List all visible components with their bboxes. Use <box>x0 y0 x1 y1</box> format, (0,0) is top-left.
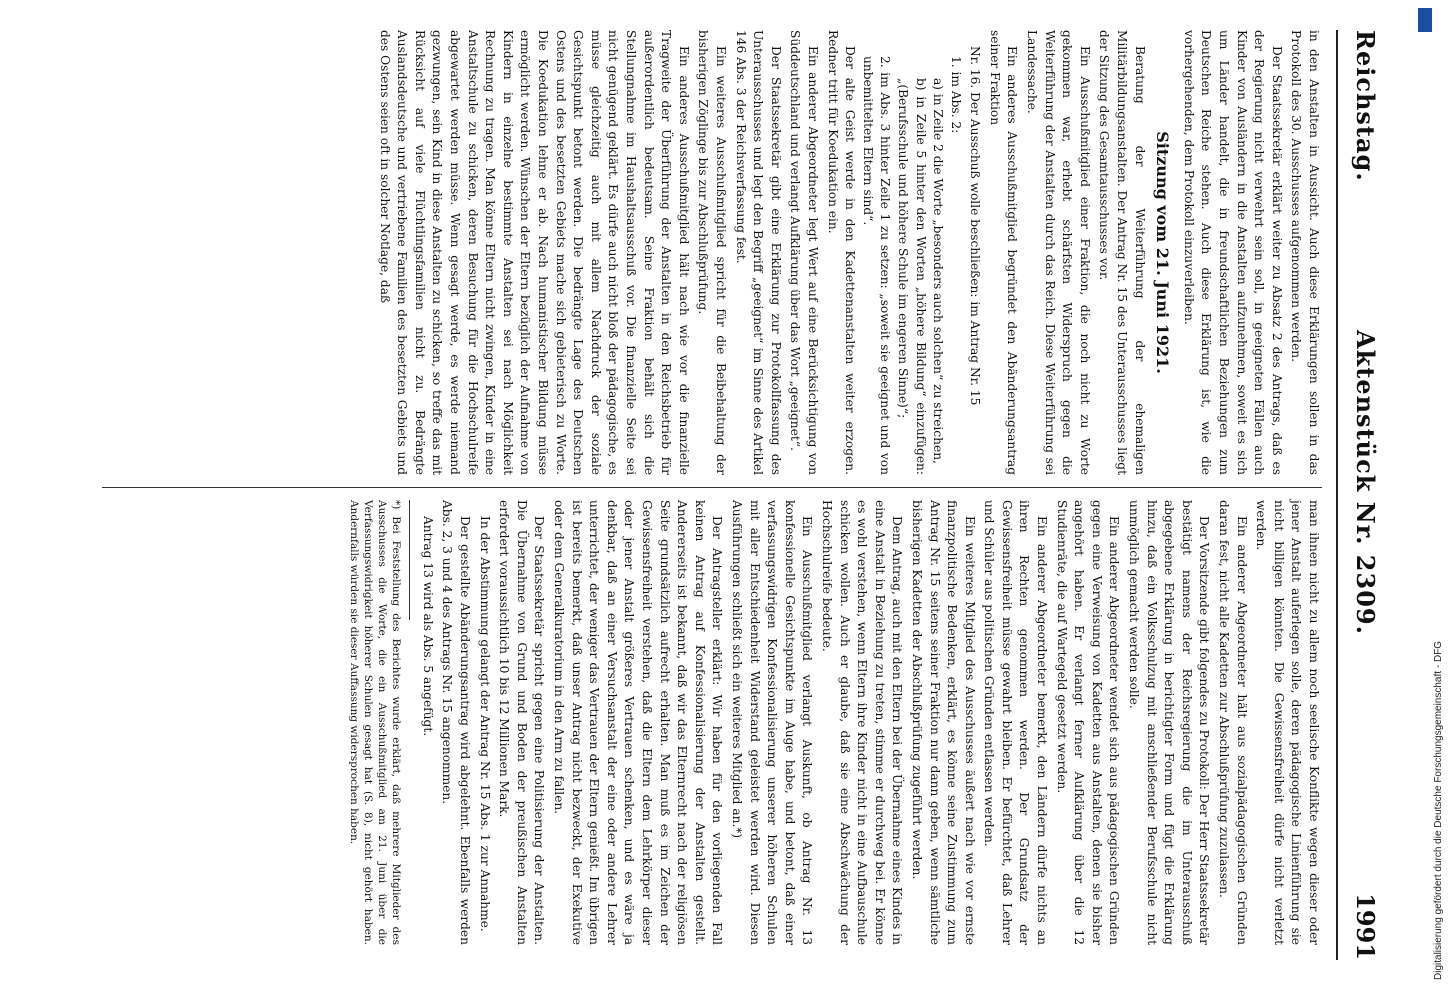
page-header <box>1340 30 1380 960</box>
paragraph: Antrag 13 wird als Abs. 5 angefügt. <box>420 516 435 737</box>
paragraph: Ein anderes Ausschußmitglied hält nach wie vor die finanzielle Tragweite der Überführung der Anstalten in den Reichsbetrieb für außerordentlich bedeutsam. Seine Fraktion behält sich die Stellungnahme im Haushaltsausschuß vor. Die finanzielle Seite sei nicht genügend geklärt. Es dürfe auch nicht bloß der pädagogische, es müsse gleichzeitig auch mit allem Nachdruck der soziale Gesichtspunkt betont werden. Die bedrängte Lage des Deutschen Ostens und des besetzten Gebiets mache sich gebieterisch zu Worte. Die Koedukation lehne er ab. Nach humanistischer Bildung müsse ermöglicht werden. Wünschen der Eltern bezüglich der Aufnahme von Kindern in einzelne bestimmte Anstalten sei nach Möglichkeit Rechnung zu tragen. Man könne Eltern nicht zwingen, Kinder in eine Anstaltschule zu schicken, deren Besuchung für die Hochschulreife abgewartet werden müsse. Wenn gesagt werde, es werde niemand gezwungen, sein Kind in diese Anstalten zu schicken, so treffe das mit Rücksicht auf viele Flüchtlingsfamilien nicht zu. Bedrängte Auslandsdeutsche und vertriebene Familien des besetzten Gebiets und des Ostens seien oft in solcher Notlage, daß <box>377 30 691 475</box>
paragraph: Dem Antrag, auch mit den Eltern bei der Übernahme eines Kindes in eine Anstalt in Beziehung zu treten, stimme er durchweg bei. Er könne es wohl verstehen, wenn Eltern ihre Kinder nicht in eine Aufbauschule schicken wollen. Auch er glaube, daß sie eine Abschwächung der Hochschulreife bedeute. <box>819 500 905 945</box>
header-rule <box>1336 30 1338 960</box>
paragraph: Ein anderer Abgeordneter legt Wert auf eine Berücksichtigung von Süddeutschland und verlangt Aufklärung über das Wort „geeignet“. <box>788 30 820 475</box>
paragraph: Der Staatssekretär spricht gegen eine Politisierung der Anstalten. Die Übernahme von Grund und Boden der preußischen Anstalten erfordert voraussichtlich 10 bis 12 Millionen Mark. <box>497 500 547 945</box>
header-left: Reichstag. <box>1351 30 1380 182</box>
paragraph: Der Vorsitzende gibt folgendes zu Protokoll: Der Herr Staatssekretär bestätigt namens der Reichsregierung die im Unterausschuß abgegebene Erklärung in berichtigter Form und fügt die Erklärung hinzu, daß ein Volksschulzug mit anschließender Berufsschule nicht unmöglich gemacht werden solle. <box>1127 500 1212 945</box>
side-note <box>1416 20 1444 980</box>
paragraph: Der alte Geist werde in den Kadettenanstalten weiter erzogen. Redner tritt für Koedukation ein. <box>825 30 858 475</box>
list-item: b) in Zeile 5 hinter den Worten „höhere Bildung“ einzufügen: „(Berufsschule und höhere Schule im engeren Sinne)“; <box>895 78 928 475</box>
paragraph: Ein anderes Ausschußmitglied begründet den Abänderungsantrag seiner Fraktion <box>987 30 1020 475</box>
paragraph: in den Anstalten in Aussicht. Auch diese Erklärungen sollen in das Protokoll des 30. Ausschusses aufgenommen werden. <box>1289 30 1321 475</box>
paragraph: Ein weiteres Mitglied des Ausschusses äußert nach wie vor ernste finanzpolitische Bedenken, erklärt, es könne seine Zustimmung zum Antrag Nr. 15 seitens seiner Fraktion nur dann geben, wenn sämtliche bisherigen Kadetten der Abschlußprüfung zugeführt werden. <box>909 500 977 945</box>
paragraph: Ein Ausschußmitglied verlangt Auskunft, ob Antrag Nr. 13 konfessionelle Gesichtspunkte im Auge habe, und betont, daß einer verfassungswidrigen Konfessionalisierung unserer höheren Schulen mit aller Entschiedenheit Widerstand geleistet werden wird. Diesen Ausführungen schließt sich ein weiteres Mitglied an.*) <box>730 500 815 945</box>
paragraph: Ein anderer Abgeordneter wendet sich aus pädagogischen Gründen gegen eine Verweisung von Kadetten aus Anstalten, denen sie bisher angehört haben. Er verlangt ferner Aufklärung über die 12 Studienräte, die auf Wartegeld gesetzt werden. <box>1054 500 1122 945</box>
footnote-rule <box>409 500 410 620</box>
left-column <box>373 30 1322 475</box>
paragraph: Ein anderer Abgeordneter bemerkt, den Ländern dürfe nichts an ihren Rechten genommen werden. Der Grundsatz der Gewissensfreiheit müsse gewahrt bleiben. Er befürchtet, daß Lehrer und Schüler aus politischen Gründen entlassen werden. <box>982 500 1050 945</box>
paragraph: Ein weiteres Ausschußmitglied spricht für die Beibehaltung der bisherigen Zöglinge bis zur Abschlußprüfung. <box>696 30 728 475</box>
right-column <box>345 500 1322 945</box>
paragraph: Nr. 16. Der Ausschuß wolle beschließen: im Antrag Nr. 15 <box>968 46 983 406</box>
digitization-note: Digitalisierung gefördert durch die Deutsche Forschungsgemeinschaft - DFG <box>1433 640 1444 980</box>
list-item: a) in Zeile 2 die Worte „besonders auch solchen“ zu streichen, <box>931 78 946 464</box>
paragraph: Beratung der Weiterführung der ehemaligen Militärbildungsanstalten. Der Antrag Nr. 15 des Unterausschusses liegt der Sitzung des Gesamtausschusses vor. <box>1097 30 1147 475</box>
paragraph: man ihnen nicht zu allem noch seelische Konflikte wegen dieser oder jener Anstalt auferlegen solle, deren pädagogische Linienführung sie nicht billigen könnten. Die Gewissensfreiheit dürfe nicht verletzt werden. <box>1254 500 1321 945</box>
column-divider <box>102 487 1322 488</box>
list-item: 2. im Abs. 3 hinter Zeile 1 zu setzen: „soweit sie geeignet und von unbemittelten Eltern sind“. <box>860 56 893 475</box>
paragraph: Der Staatssekretär gibt eine Erklärung zur Protokollfassung des Unterausschusses und legt den Begriff „geeignet“ im Sinne des Artikel 146 Abs. 3 der Reichsverfassung fest. <box>733 30 783 475</box>
list-item: 1. im Abs. 2: <box>948 56 963 134</box>
paragraph: Der Antragsteller erklärt: Wir haben für den vorliegenden Fall keinen Antrag auf Konfessionalisierung der Anstalten gestellt. Andererseits ist bekannt, daß wir das Elternrecht nach der religiösen Seite grundsätzlich aufrecht erhalten. Man muß es im Zeichen der Gewissensfreiheit verstehen, daß die Eltern dem Lehrkörper dieser oder jener Anstalt größeres Vertrauen schenken, und es wäre ja denkbar, daß an einer Versuchsanstalt der eine oder andere Lehrer unterrichtet, der weniger das Vertrauen der Eltern genießt. Im übrigen ist bereits bemerkt, daß unser Antrag nicht bezweckt, der Exekutive oder dem Generalkuratorium in den Arm zu fallen. <box>552 500 725 945</box>
header-title: Aktenstück Nr. 2309. <box>1351 330 1380 635</box>
page-number: 1991 <box>1351 893 1380 960</box>
section-heading: Sitzung vom 21. Juni 1921. <box>1153 131 1173 374</box>
paragraph: Der Staatssekretär erklärt weiter zu Absatz 2 des Antrags, daß es der Regierung nicht verwehrt sein soll, in geeigneten Fällen auch Kinder von Ausländern in die Anstalten aufzunehmen, soweit es sich um Länder handelt, die in freundschaftlichen Beziehungen zum Deutschen Reiche stehen. Auch diese Erklärung ist, wie die vorhergehenden, dem Protokoll einzuverleiben. <box>1181 30 1284 475</box>
paragraph: Ein Ausschußmitglied einer Fraktion, die noch nicht zu Worte gekommen war, erhebt schärfsten Widerspruch gegen die Weiterführung der Anstalten durch das Reich. Diese Weiterführung sei Landessache. <box>1025 30 1092 475</box>
rotated-page-content <box>50 30 1380 960</box>
paragraph: In der Abstimmung gelangt der Antrag Nr. 15 Abs. 1 zur Annahme. <box>477 516 492 932</box>
paragraph: Ein anderer Abgeordneter hält aus sozialpädagogischen Gründen daran fest, nicht alle Kadetten zur Abschlußprüfung zuzulassen. <box>1217 500 1249 945</box>
footnote: *) Bei Feststellung des Berichtes wurde erklärt, daß mehrere Mitglieder des Ausschusses die Worte, die ein Ausschußmitglied am 21. Juni über die Verfassungswidrigkeit höherer Schulen gesagt hat (S. 8), nicht gehört haben. Andernfalls würden sie dieser Auffassung widersprochen haben. <box>348 500 403 945</box>
paragraph: Der gestellte Abänderungsantrag wird abgelehnt. Ebenfalls werden Abs. 2, 3 und 4 des Antrags Nr. 15 angenommen. <box>440 500 473 945</box>
